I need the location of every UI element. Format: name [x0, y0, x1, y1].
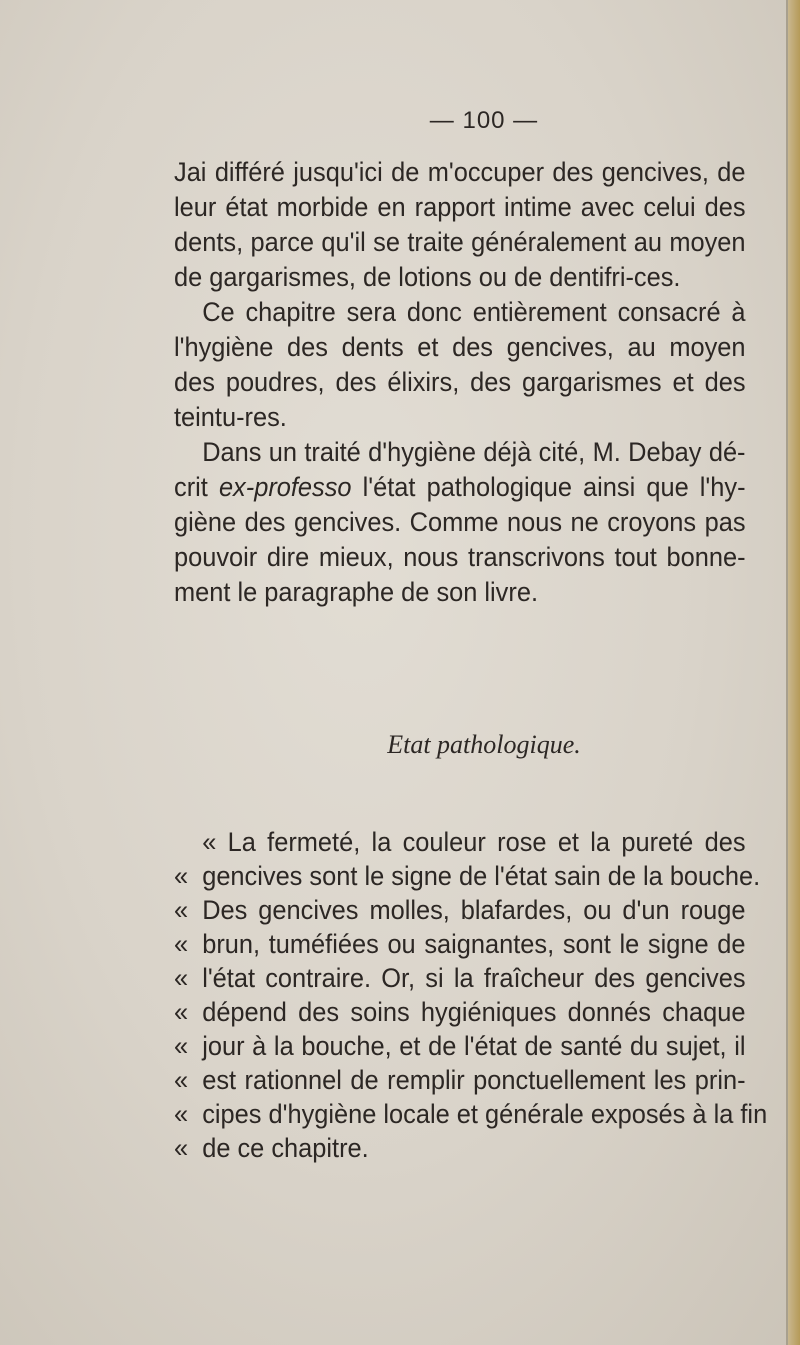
quote-line: [174, 1131, 746, 1165]
quote-line: [174, 893, 746, 927]
quote-line-text: de ce chapitre.: [202, 1133, 369, 1163]
quote-mark: «: [174, 895, 189, 925]
quote-line-text: dépend des soins hygiéniques donnés chaque: [202, 997, 746, 1027]
quote-line-text: gencives sont le signe de l'état sain de la bouche.: [202, 861, 761, 891]
quotation-block: [174, 825, 768, 1165]
quote-line-text: brun, tuméfiées ou saignantes, sont le signe de: [202, 929, 746, 959]
quote-line-text: est rationnel de remplir ponctuellement les prin-: [202, 1065, 746, 1095]
quote-mark: «: [174, 1031, 189, 1061]
paragraph-3-end: l'état pathologique ainsi que l'hy-giène des gencives. Comme nous ne croyons pas pouvoir dire mieux, nous transcrivons tout bonne-ment le paragraphe de son livre.: [174, 472, 746, 607]
quote-line-text: jour à la bouche, et de l'état de santé du sujet, il: [202, 1031, 746, 1061]
paragraph-3-start: Dans un traité d'hygiène déjà cité, M. Debay dé-crit: [174, 437, 746, 502]
paragraph-1: Jai différé jusqu'ici de m'occuper des gencives, de leur état morbide en rapport intime avec celui des dents, parce qu'il se traite généralement au moyen de gargarismes, de lotions ou de dentifri-ces.: [174, 157, 746, 292]
quote-line-text: l'état contraire. Or, si la fraîcheur des gencives: [202, 963, 746, 993]
body-text: [174, 155, 746, 610]
quote-mark: «: [174, 963, 189, 993]
quote-line-text: cipes d'hygiène locale et générale exposés à la fin: [202, 1099, 768, 1129]
quote-line: [174, 927, 746, 961]
paragraph-3: [174, 435, 746, 610]
quote-line: [174, 1097, 768, 1131]
quote-mark: «: [202, 827, 217, 857]
quote-line-text: La fermeté, la couleur rose et la pureté des: [227, 827, 746, 857]
quote-line: [174, 995, 746, 1029]
quote-mark: «: [174, 929, 189, 959]
quote-line-text: Des gencives molles, blafardes, ou d'un rouge: [202, 895, 746, 925]
quote-mark: «: [174, 861, 189, 891]
page-edge-shadow: [786, 0, 788, 1345]
quote-line: [174, 1029, 746, 1063]
quote-mark: «: [174, 1133, 189, 1163]
section-heading: Etat pathologique.: [387, 730, 581, 759]
page-number: — 100 —: [429, 107, 539, 134]
quote-mark: «: [174, 1065, 189, 1095]
quote-mark: «: [174, 997, 189, 1027]
page-edge: [788, 0, 800, 1345]
paragraph-3-italic: ex-professo: [218, 472, 352, 502]
quote-line: [174, 1063, 746, 1097]
quote-line: [174, 825, 746, 859]
quote-line: [174, 961, 746, 995]
quote-mark: «: [174, 1099, 189, 1129]
paragraph-2: Ce chapitre sera donc entièrement consacré à l'hygiène des dents et des gencives, au moyen des poudres, des élixirs, des gargarismes et des teintu-res.: [174, 297, 746, 432]
quote-line: [174, 859, 761, 893]
